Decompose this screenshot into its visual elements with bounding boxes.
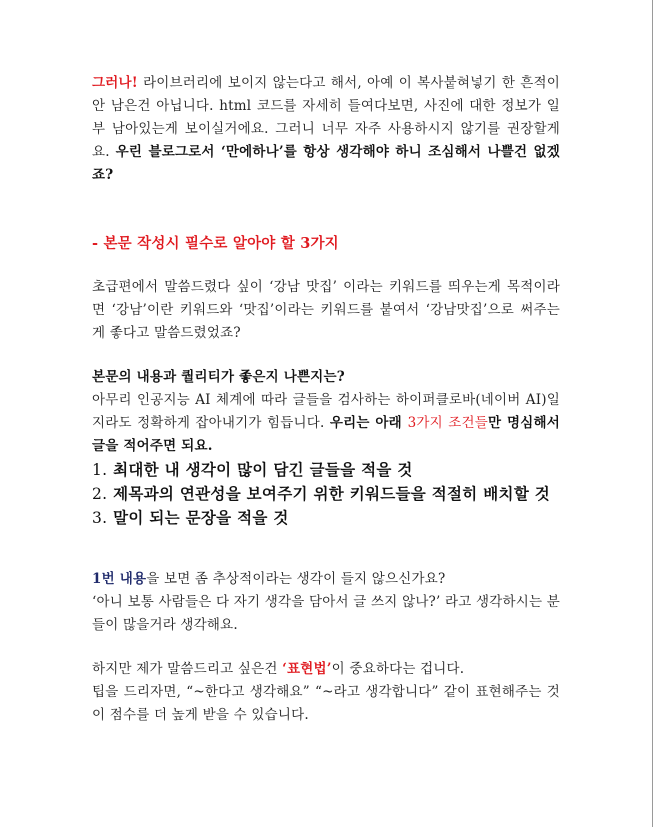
quality-question: 본문의 내용과 퀄리티가 좋은지 나쁜지는? xyxy=(92,369,345,385)
abstract-paragraph xyxy=(92,568,560,591)
quality-red-highlight: 3가지 조건들 xyxy=(407,415,488,431)
intro-text: 라이브러리에 보이지 않는다고 해서, 아예 이 복사붙혀넣기 한 흔적이 안 남은건 아닙니다. html 코드를 자세히 들여다보면, 사진에 대한 정보가 일부 남아있는게 보이실거에요. 그러니 너무 자주 사용하시지 않기를 권장할게요. xyxy=(92,75,560,160)
list-item xyxy=(92,458,560,482)
conditions-list xyxy=(92,458,560,530)
list-text: 말이 되는 문장을 적을 것 xyxy=(107,508,289,527)
expression-red-highlight: ‘표현법’ xyxy=(282,661,332,677)
quality-bold-1: 우리는 아래 xyxy=(329,415,408,431)
intro-bold-text: 우린 블로그로서 ‘만에하나’를 항상 생각해야 하니 조심해서 나쁠건 없겠죠? xyxy=(92,144,560,183)
quality-text: 아무리 인공지능 AI 체계에 따라 글들을 검사하는 하이퍼클로바(네이버 AI)일지라도 정확하게 잡아내기가 힘듭니다. xyxy=(92,392,560,431)
list-item xyxy=(92,506,560,530)
tip-paragraph: 팁을 드리자면, “~한다고 생각해요” “~라고 생각합니다” 같이 표현해주는 것이 점수를 더 높게 받을 수 있습니다. xyxy=(92,684,560,723)
expression-text-1: 하지만 제가 말씀드리고 싶은건 xyxy=(92,661,283,677)
navy-highlight: 1번 내용 xyxy=(92,571,147,587)
list-text: 최대한 내 생각이 많이 담긴 글들을 적을 것 xyxy=(107,460,413,479)
abstract-paragraph-2: ‘아니 보통 사람들은 다 자기 생각을 담아서 글 쓰지 않나?’ 라고 생각하시는 분들이 많을거라 생각해요. xyxy=(92,594,560,633)
list-item xyxy=(92,482,560,506)
page-border xyxy=(652,0,653,827)
keyword-paragraph: 초급편에서 말씀드렸다 싶이 ‘강남 맛집’ 이라는 키워드를 띄우는게 목적이라면 ‘강남’이란 키워드와 ‘맛집’이라는 키워드를 붙여서 ‘강남맛집’으로 써주는게 좋다고 말씀드렸었죠? xyxy=(92,279,560,341)
quality-paragraph xyxy=(92,389,560,458)
intro-paragraph xyxy=(92,72,560,187)
abstract-text-1: 을 보면 좀 추상적이라는 생각이 들지 않으신가요? xyxy=(146,571,446,587)
list-number: 3. xyxy=(92,509,108,527)
quality-bold-2: 만 명심해서 글을 적어주면 되요. xyxy=(92,415,560,454)
expression-paragraph xyxy=(92,658,560,681)
section-heading: - 본문 작성시 필수로 알아야 할 3가지 xyxy=(92,235,339,252)
emphasis-lead: 그러나! xyxy=(92,75,138,91)
list-number: 1. xyxy=(92,461,108,479)
list-number: 2. xyxy=(92,485,108,503)
list-text: 제목과의 연관성을 보여주기 위한 키워드들을 적절히 배치할 것 xyxy=(107,484,551,503)
document-body xyxy=(92,72,560,727)
expression-text-2: 이 중요하다는 겁니다. xyxy=(331,661,465,677)
